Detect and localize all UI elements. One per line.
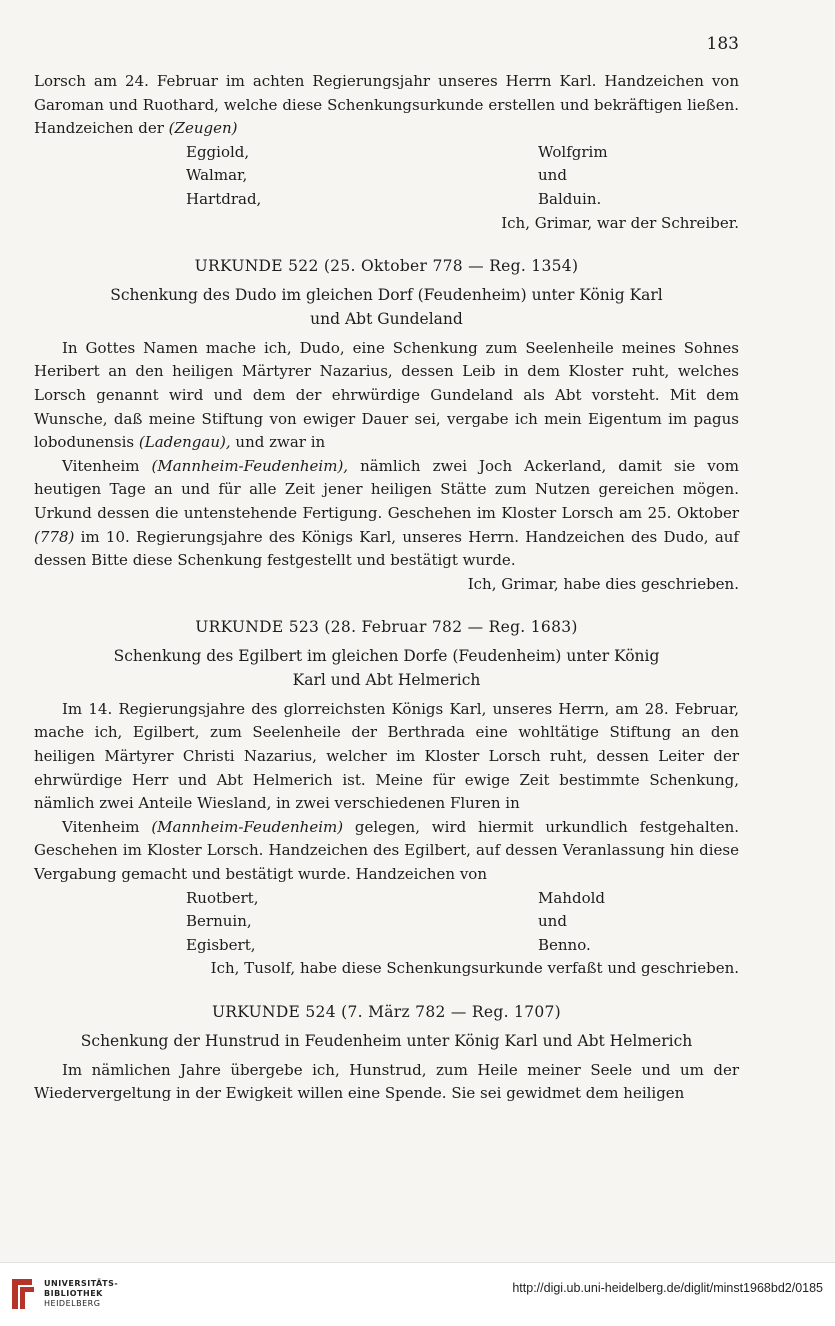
intro-line-3: ließen. Handzeichen der [34,95,739,138]
urkunde-523-heading: URKUNDE 523 (28. Februar 782 — Reg. 1683) [195,618,578,637]
urkunde-522-title-line-1: Schenkung des Dudo im gleichen Dorf (Feudenheim) unter König Karl [110,285,663,304]
urkunde-523-title [34,644,739,692]
witness-name: Benno. [538,935,591,954]
witness-name: Walmar, [186,166,248,185]
urkunde-522-heading: URKUNDE 522 (25. Oktober 778 — Reg. 1354) [194,257,579,276]
urkunde-522-text: und zwar in [235,433,326,452]
urkunde-523-title-line-2: Karl und Abt Helmerich [292,670,481,689]
witness-name: Eggiold, [186,142,250,161]
urkunde-522-paragraph-2 [34,455,739,573]
urkunde-524-heading: URKUNDE 524 (7. März 782 — Reg. 1707) [211,1003,562,1021]
urkunde-523-title-line-1: Schenkung des Egilbert im gleichen Dorfe (Feudenheim) unter König [113,646,660,665]
university-library-logo-icon [10,1277,36,1311]
urkunde-522-title-line-2: und Abt Gundeland [310,309,463,328]
urkunde-522-title [34,283,739,331]
witness-name: und [538,166,567,185]
intro-line-2: Garoman und Ruothard, welche diese Schenkungsurkunde erstellen und bekräftigen [34,95,683,114]
urkunde-522-text: Vitenheim [62,456,140,475]
witness-name: Egisbert, [186,935,256,954]
witness-name: Hartdrad, [186,189,262,208]
urkunde-522-paragraph-1 [34,337,739,455]
witness-row [34,188,739,212]
witness-name: und [538,912,567,931]
witness-name: Ruotbert, [186,888,259,907]
witness-name: Balduin. [538,189,602,208]
urkunde-522-italic: (778) [34,527,75,546]
intro-line-1: Lorsch am 24. Februar im achten Regierungsjahr unseres Herrn Karl. Handzeichen von [34,72,739,90]
urkunde-524-title: Schenkung der Hunstrud in Feudenheim unter König Karl und Abt Helmerich [80,1031,693,1050]
witness-row [34,141,739,165]
witness-name: Bernuin, [186,912,252,931]
urkunde-522-text: nämlich zwei Joch Ackerland, damit sie vom heutigen Tage an und für alle Zeit jener heiligen Stätte zum Nutzen gereichen mögen. Urkund dessen die untenstehende Fertigung. Geschehen im Kloster Lorsch am 25. Oktober [34,456,739,522]
library-name-line-1: UNIVERSITÄTS- [44,1279,119,1288]
urkunde-522-text: im 10. Regierungsjahre des Königs Karl, unseres Herrn. Handzeichen des Dudo, auf dessen Bitte diese Schenkung festgestellt und bestätigt wurde. [34,527,739,570]
urkunde-523-italic: (Mannheim-Feudenheim) [151,817,344,836]
urkunde-522-signature: Ich, Grimar, habe dies geschrieben. [467,574,739,593]
urkunde-523-paragraph-1: Im 14. Regierungsjahre des glorreichsten Königs Karl, unseres Herrn, am 28. Februar, mache ich, Egilbert, zum Seelenheile der Berthrada eine wohltätige Stiftung an den heiligen Märtyrer Christi Nazarius, welcher im Kloster Lorsch ruht, dessen Leiter der ehrwürdige Herr und Abt Helmerich ist. Meine für ewige Zeit bestimmte Schenkung, nämlich zwei Anteile Wiesland, in zwei verschiedenen Fluren in [34,699,739,813]
urkunde-522-italic: (Ladengau), [138,433,231,452]
page-number: 183 [706,34,739,54]
witness-row [34,934,739,958]
witness-row [34,887,739,911]
urkunde-523-text: gelegen, wird hiermit urkundlich festgehalten. Geschehen im Kloster Lorsch. Handzeichen des Egilbert, auf dessen Veranlassung hin diese Vergabung gemacht und bestätigt wurde. Handzeichen von [34,817,739,884]
urkunde-524-paragraph-1: Im nämlichen Jahre übergebe ich, Hunstrud, zum Heile meiner Seele und um der Wiedervergeltung in der Ewigkeit willen eine Spende. Sie sei gewidmet dem heiligen [34,1060,739,1103]
permalink-url[interactable]: http://digi.ub.uni-heidelberg.de/diglit/minst1968bd2/0185 [512,1281,823,1295]
viewer-footer [0,1262,835,1326]
urkunde-523-signature: Ich, Tusolf, habe diese Schenkungsurkunde verfaßt und geschrieben. [210,959,739,978]
witness-name: Wolfgrim [538,142,608,161]
intro-zeugen: (Zeugen) [168,119,238,138]
urkunde-523-text: Vitenheim [62,817,140,836]
witness-row [34,910,739,934]
urkunde-523-paragraph-2 [34,816,739,887]
urkunde-522-italic: (Mannheim-Feudenheim), [151,456,349,475]
page-content [34,70,739,1106]
intro-signature: Ich, Grimar, war der Schreiber. [501,213,739,232]
library-name-line-3: HEIDELBERG [44,1299,101,1308]
library-name-line-2: BIBLIOTHEK [44,1289,103,1298]
witness-name: Mahdold [538,888,605,907]
urkunde-522-text: In Gottes Namen mache ich, Dudo, eine Schenkung zum Seelenheile meines Sohnes Heribert an den heiligen Märtyrer Nazarius, dessen Leib in dem Kloster ruht, welches Lorsch genannt wird und dem der ehrwürdige Gundeland als Abt vorsteht. Mit dem Wunsche, daß meine Stiftung von ewiger Dauer sei, vergabe ich mein Eigentum im pagus lobodunensis [34,338,739,452]
library-name [44,1279,118,1309]
intro-paragraph [34,70,739,141]
witness-row [34,164,739,188]
